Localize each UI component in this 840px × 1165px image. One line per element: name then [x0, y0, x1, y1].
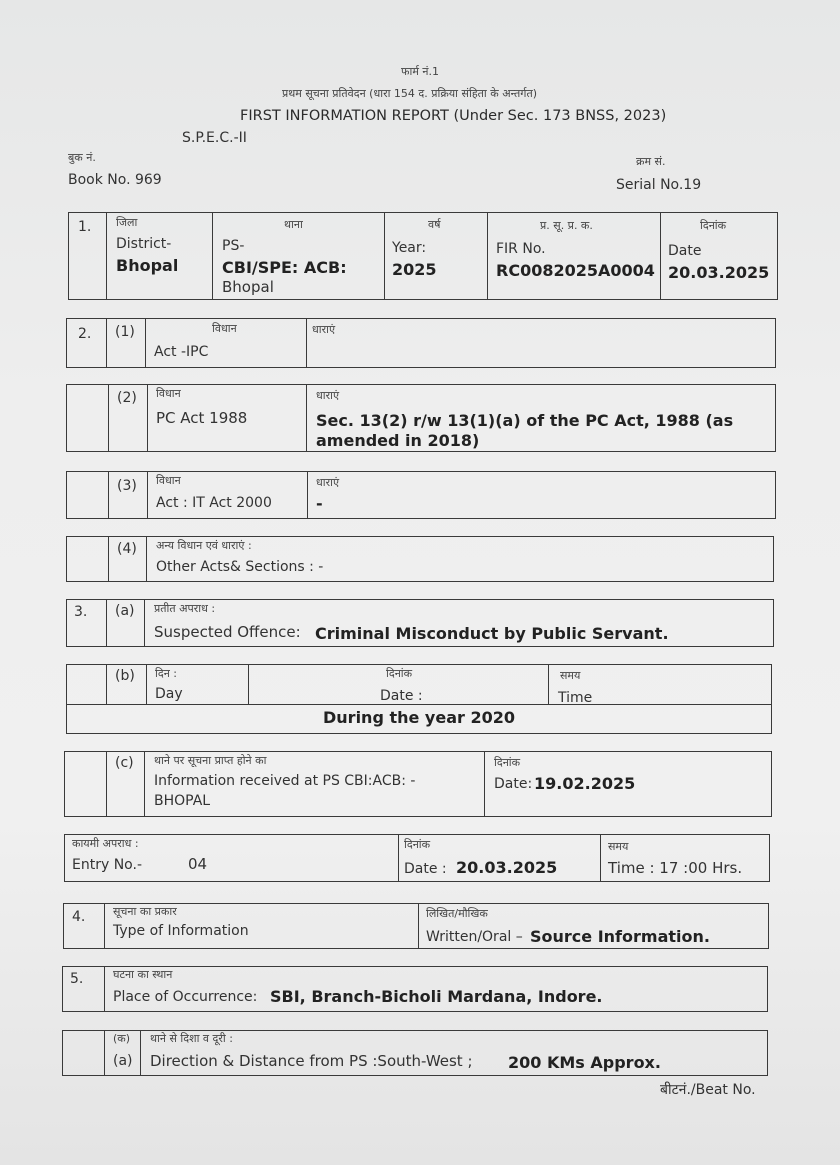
ps-hindi: थाना	[284, 218, 303, 231]
ps-value-line2: Bhopal	[222, 278, 274, 296]
act1-value: Act -IPC	[154, 344, 209, 360]
sections2-line1: Sec. 13(2) r/w 13(1)(a) of the PC Act, 1988 (as	[316, 411, 734, 430]
occurrence-period: During the year 2020	[323, 708, 515, 727]
occurrence-date-label: Date :	[380, 688, 423, 704]
entry-date-label: Date :	[404, 861, 447, 877]
act3-hindi: विधान	[156, 474, 181, 487]
ps-label: PS-	[222, 238, 245, 254]
entry-hindi: कायमी अपराध :	[72, 837, 139, 850]
ps-value-line1: CBI/SPE: ACB:	[222, 258, 347, 277]
occurrence-date-hindi: दिनांक	[386, 667, 413, 680]
date-hindi: दिनांक	[700, 219, 727, 232]
info-date-label: Date:	[494, 776, 533, 792]
form-number: फार्म नं.1	[400, 65, 439, 78]
book-number: Book No. 969	[68, 172, 162, 188]
info-date-value: 19.02.2025	[534, 774, 636, 793]
sections2-line2: amended in 2018)	[316, 431, 480, 450]
district-hindi: जिला	[116, 216, 138, 229]
english-title: FIRST INFORMATION REPORT (Under Sec. 173 BNSS, 2023)	[240, 108, 667, 124]
beat-number: बीटनं./Beat No.	[660, 1082, 756, 1098]
fir-number: RC0082025A0004	[496, 261, 655, 280]
sections3-hindi: धाराएं	[316, 476, 340, 489]
row2-1-box	[66, 318, 776, 368]
info-type-hindi: सूचना का प्रकार	[113, 905, 177, 918]
act1-hindi: विधान	[212, 322, 237, 335]
sub-b: (b)	[115, 668, 135, 684]
fir-hindi: प्र. सू. प्र. क.	[540, 219, 593, 232]
distance-value: 200 KMs Approx.	[508, 1053, 661, 1072]
sub-1: (1)	[115, 324, 135, 340]
place-hindi: घटना का स्थान	[113, 968, 173, 981]
sections3-value: -	[316, 494, 323, 513]
sections2-hindi: धाराएं	[316, 389, 340, 402]
written-oral-label: Written/Oral –	[426, 929, 523, 945]
fir-label: FIR No.	[496, 241, 546, 257]
info-date-hindi: दिनांक	[494, 756, 521, 769]
sub-2: (2)	[117, 390, 137, 406]
day-label: Day	[155, 686, 183, 702]
sub-a-direction: (a)	[113, 1053, 133, 1069]
written-oral-hindi: लिखित/मौखिक	[426, 907, 488, 920]
entry-date-hindi: दिनांक	[404, 838, 431, 851]
offence-hindi: प्रतीत अपराध :	[154, 602, 216, 615]
direction-label: Direction & Distance from PS :South-West ;	[150, 1052, 473, 1070]
act3-value: Act : IT Act 2000	[156, 495, 272, 511]
book-hindi: बुक नं.	[68, 151, 96, 164]
info-type-label: Type of Information	[113, 923, 249, 939]
row4-number: 4.	[72, 909, 86, 925]
occurrence-time-label: Time	[558, 690, 593, 706]
district-value: Bhopal	[116, 256, 179, 275]
entry-date-value: 20.03.2025	[456, 858, 558, 877]
row5-number: 5.	[70, 971, 84, 987]
row2-number: 2.	[78, 326, 92, 342]
entry-label: Entry No.-	[72, 857, 142, 873]
offence-value: Criminal Misconduct by Public Servant.	[315, 624, 669, 643]
entry-time: Time : 17 :00 Hrs.	[608, 859, 743, 877]
info-received-place: BHOPAL	[154, 793, 211, 809]
direction-hindi: थाने से दिशा व दूरी :	[150, 1032, 233, 1045]
serial-number: Serial No.19	[616, 177, 702, 193]
sections1-hindi: धाराएं	[312, 323, 336, 336]
year-label: Year:	[392, 240, 427, 256]
information-source: Source Information.	[530, 927, 710, 946]
sub-ka: (क)	[113, 1032, 131, 1045]
place-label: Place of Occurrence:	[113, 989, 258, 1005]
sub-3: (3)	[117, 478, 137, 494]
hindi-title: प्रथम सूचना प्रतिवेदन (धारा 154 द. प्रक्रिया संहिता के अन्तर्गत)	[282, 87, 538, 100]
act2-hindi: विधान	[156, 387, 181, 400]
row3-number: 3.	[74, 604, 88, 620]
info-received-hindi: थाने पर सूचना प्राप्त होने का	[154, 754, 267, 767]
sub-a: (a)	[115, 603, 135, 619]
entry-time-hindi: समय	[608, 840, 629, 853]
row1-number: 1.	[78, 219, 92, 235]
other-acts-hindi: अन्य विधान एवं धाराएं :	[156, 539, 252, 552]
info-received-label: Information received at PS CBI:ACB: -	[154, 773, 416, 789]
sub-4: (4)	[117, 541, 137, 557]
registration-date: 20.03.2025	[668, 263, 770, 282]
other-acts-label: Other Acts& Sections : -	[156, 559, 324, 575]
act2-value: PC Act 1988	[156, 409, 248, 427]
offence-label: Suspected Offence:	[154, 623, 301, 641]
year-value: 2025	[392, 260, 437, 279]
unit-code: S.P.E.C.-II	[182, 130, 247, 146]
occurrence-time-hindi: समय	[560, 669, 581, 682]
day-hindi: दिन :	[155, 667, 177, 680]
place-of-occurrence: SBI, Branch-Bicholi Mardana, Indore.	[270, 987, 603, 1006]
entry-number: 04	[188, 855, 208, 873]
serial-hindi: क्रम सं.	[636, 155, 666, 168]
district-label: District-	[116, 236, 172, 252]
sub-c: (c)	[115, 755, 134, 771]
date-label: Date	[668, 243, 702, 259]
year-hindi: वर्ष	[428, 218, 441, 231]
